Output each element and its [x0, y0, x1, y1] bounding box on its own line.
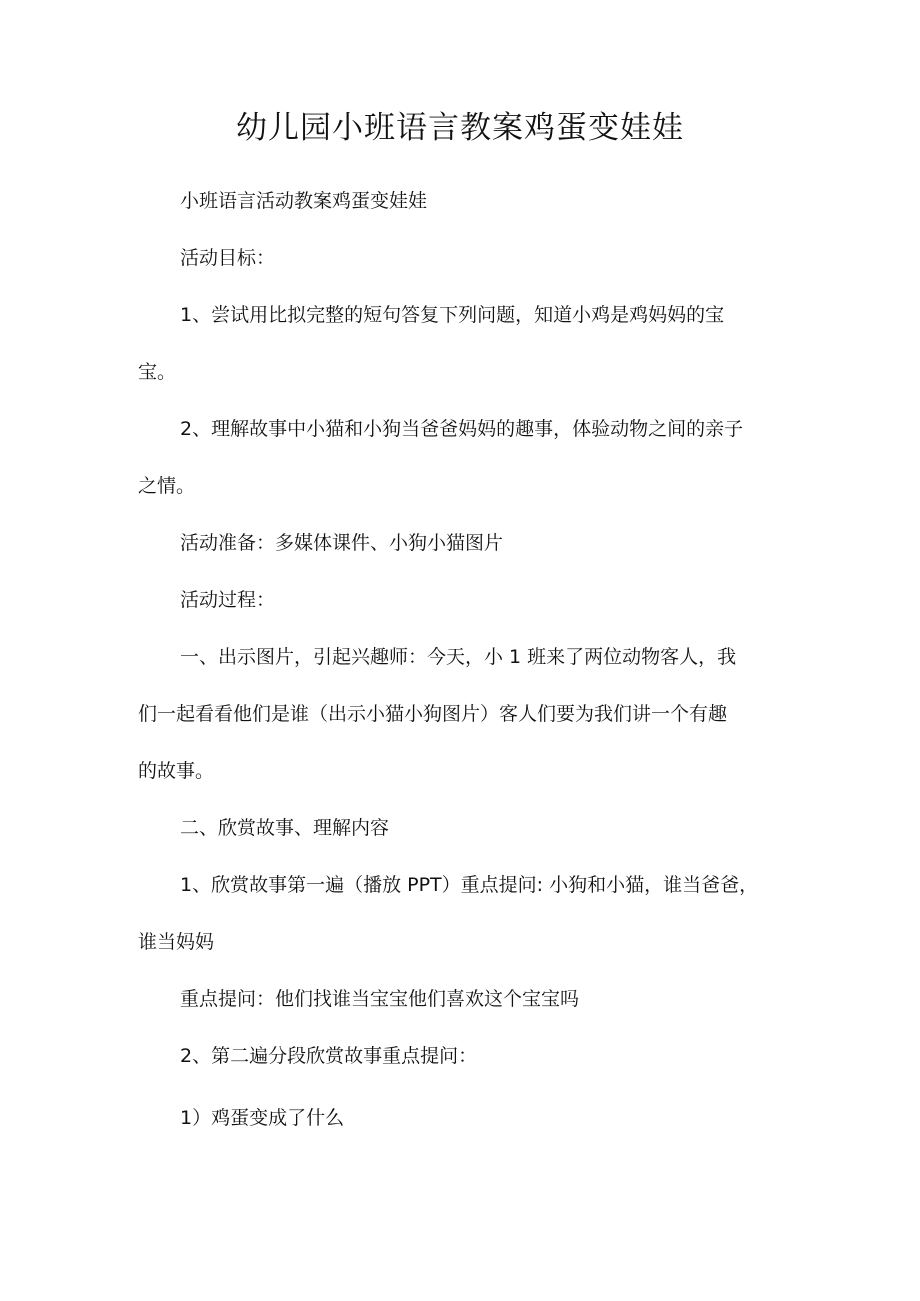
step-1-line-2: 们一起看看他们是谁（出示小猫小狗图片）客人们要为我们讲一个有趣	[138, 703, 728, 725]
goal-2-line-1: 2、理解故事中小猫和小狗当爸爸妈妈的趣事，体验动物之间的亲子	[180, 418, 744, 440]
goal-1-line-1: 1、尝试用比拟完整的短句答复下列问题，知道小鸡是鸡妈妈的宝	[180, 304, 725, 326]
sub-item-1-line: 1）鸡蛋变成了什么	[180, 1107, 345, 1129]
step-1-line-3: 的故事。	[138, 760, 215, 782]
goal-2-line-2: 之情。	[138, 475, 196, 497]
step-2-item-2-line: 2、第二遍分段欣赏故事重点提问：	[180, 1045, 478, 1067]
goals-heading: 活动目标：	[180, 247, 276, 269]
document-title: 幼儿园小班语言教案鸡蛋变娃娃	[236, 110, 684, 146]
step-2-item-1-line-1: 1、欣赏故事第一遍（播放 PPT）重点提问: 小狗和小猫，谁当爸爸，	[180, 874, 759, 896]
subtitle-line: 小班语言活动教案鸡蛋变娃娃	[180, 190, 428, 212]
step-2-heading: 二、欣赏故事、理解内容	[180, 817, 390, 839]
preparation-line: 活动准备：多媒体课件、小狗小猫图片	[180, 532, 504, 554]
process-heading: 活动过程：	[180, 589, 276, 611]
step-1-line-1: 一、出示图片，引起兴趣师：今天，小 1 班来了两位动物客人，我	[180, 646, 737, 668]
step-2-item-1-line-2: 谁当妈妈	[138, 931, 215, 953]
key-question-line: 重点提问：他们找谁当宝宝他们喜欢这个宝宝吗	[180, 988, 580, 1010]
goal-1-line-2: 宝。	[138, 361, 177, 383]
